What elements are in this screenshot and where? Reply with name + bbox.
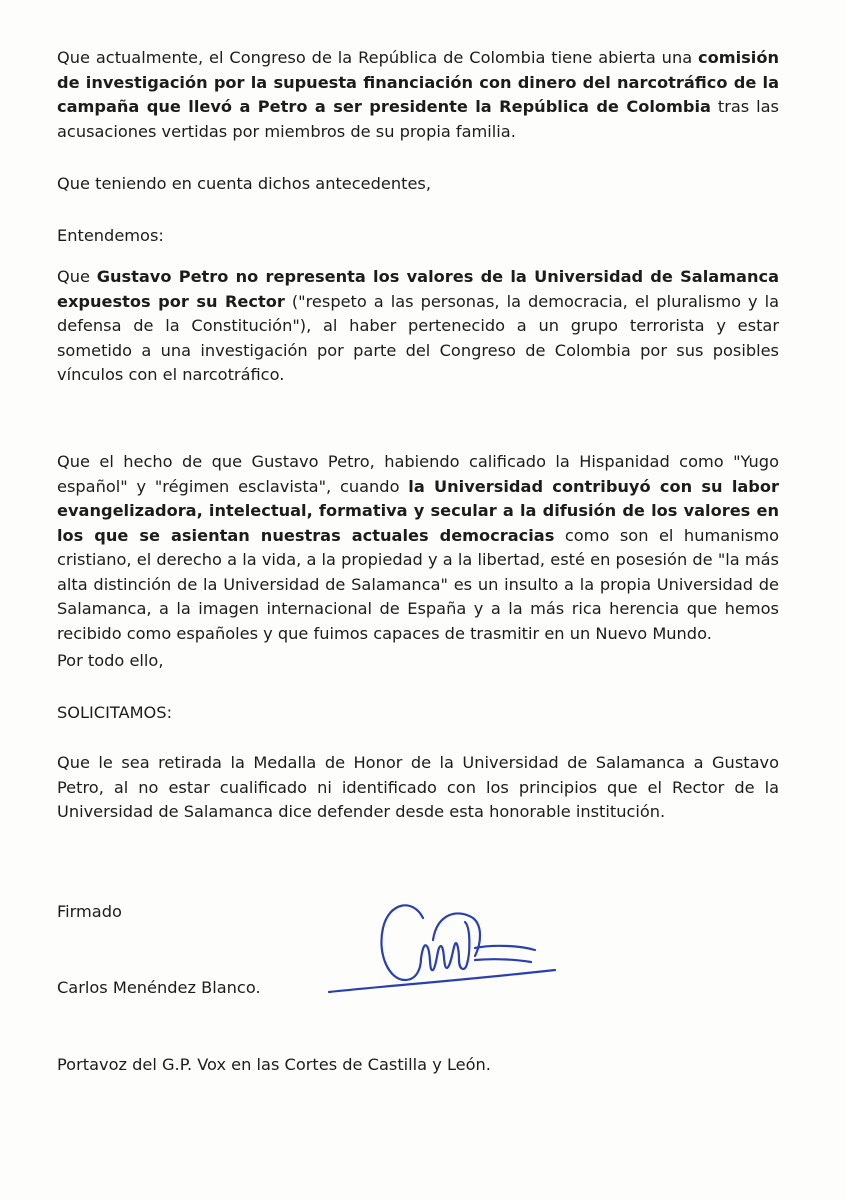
paragraph-4-text-c: ("respeto a las personas, la democracia, el pluralismo y la defensa de la Constitución"), al haber pertenecido a un grupo terrorista y estar sometido a una investigación por parte del Congreso de Colombia por sus posibles vínculos con el narcotráfico. — [57, 291, 779, 384]
signature-trailing-lines — [475, 946, 535, 962]
paragraph-5-text-c: como son el humanismo cristiano, el derecho a la vida, a la propiedad y a la libertad, esté en posesión de "la más alta distinción de la Universidad de Salamanca" es un insulto a la propia Universidad de Salamanca, a la imagen internacional de España y a la más rica herencia que hemos recibido como españoles y que fuimos capaces de trasmitir en un Nuevo Mundo. — [57, 525, 780, 643]
paragraph-5-bold: la Universidad contribuyó con su labor evangelizadora, intelectual, formativa y secular a la difusión de los valores en los que se asientan nuestras actuales democracias — [57, 476, 779, 545]
paragraph-por-todo-ello: Por todo ello, — [57, 651, 164, 670]
paragraph-congress-commission — [57, 46, 779, 144]
paragraph-entendemos: Entendemos: — [57, 226, 164, 245]
paragraph-antecedents: Que teniendo en cuenta dichos antecedentes, — [57, 174, 432, 193]
paragraph-4-bold: Gustavo Petro no representa los valores de la Universidad de Salamanca expuestos por su Rector — [57, 267, 779, 311]
paragraph-request: Que le sea retirada la Medalla de Honor de la Universidad de Salamanca a Gustavo Petro, al no estar cualificado ni identificado con los principios que el Rector de la Universidad de Salamanca dice defender desde esta honorable institución. — [57, 753, 779, 821]
paragraph-solicitamos: SOLICITAMOS: — [57, 703, 173, 722]
signature-upper-flourish — [433, 913, 480, 956]
signature-letters — [421, 922, 469, 970]
paragraph-4-text-a: Que — [57, 267, 97, 286]
signer-name: Carlos Menéndez Blanco. — [57, 978, 261, 997]
paragraph-values — [57, 265, 779, 388]
signature-underline-stroke — [329, 970, 555, 992]
signature-main-loop — [381, 905, 423, 980]
signed-label: Firmado — [57, 902, 122, 921]
handwritten-signature — [325, 888, 560, 1003]
paragraph-1-text-c: tras las acusaciones vertidas por miembros de su propia familia. — [57, 97, 779, 141]
paragraph-5-text-a: Que el hecho de que Gustavo Petro, habiendo calificado la Hispanidad como "Yugo español" y "régimen esclavista", cuando — [57, 452, 779, 496]
signer-role: Portavoz del G.P. Vox en las Cortes de Castilla y León. — [57, 1055, 491, 1074]
paragraph-hispanidad — [57, 450, 779, 646]
paragraph-1-bold: comisión de investigación por la supuesta financiación con dinero del narcotráfico de la campaña que llevó a Petro a ser presidente la República de Colombia — [57, 48, 779, 116]
paragraph-1-text-a: Que actualmente, el Congreso de la República de Colombia tiene abierta una — [57, 48, 699, 67]
